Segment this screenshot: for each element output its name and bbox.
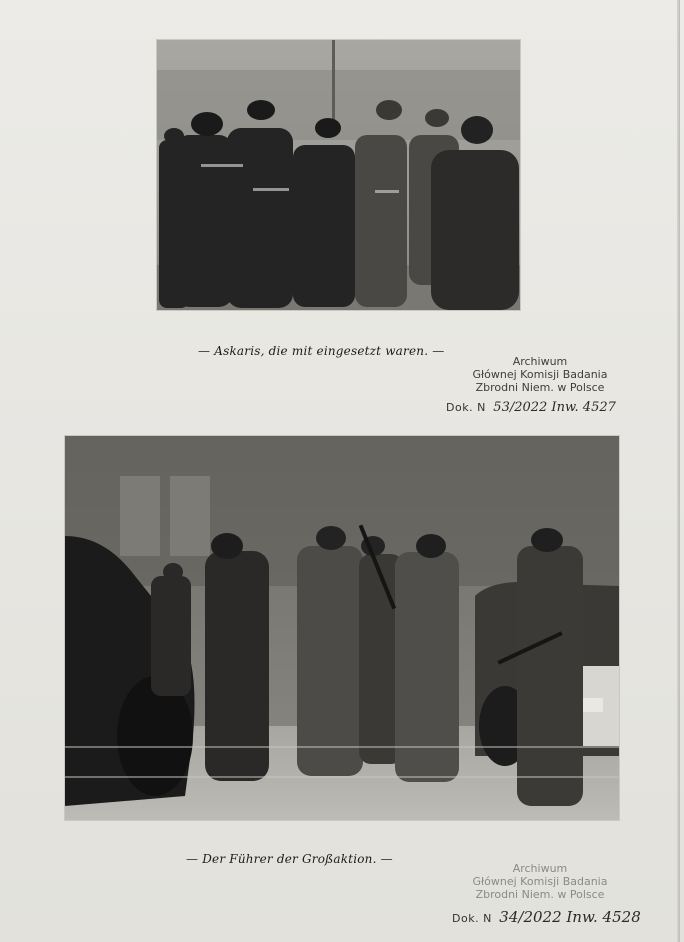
dok-label: Dok. N xyxy=(446,401,486,414)
bottom-caption: — Der Führer der Großaktion. — xyxy=(186,852,393,866)
stamp-line-crimes: Zbrodni Niem. w Polsce xyxy=(475,381,605,394)
archive-stamp-top xyxy=(440,355,640,394)
stamp-line-archive: Archiwum xyxy=(512,862,568,875)
stamp-line-archive: Archiwum xyxy=(512,355,568,368)
dok-number: 53/2022 Inw. 4527 xyxy=(493,400,616,415)
stamp-line-crimes: Zbrodni Niem. w Polsce xyxy=(475,888,605,901)
top-caption: — Askaris, die mit eingesetzt waren. — xyxy=(198,344,445,358)
dok-number: 34/2022 Inw. 4528 xyxy=(499,908,641,926)
document-number-top xyxy=(446,400,616,415)
stamp-line-commission: Głównej Komisji Badania xyxy=(472,875,608,888)
stamp-line-commission: Głównej Komisji Badania xyxy=(472,368,608,381)
document-number-bottom xyxy=(452,908,641,926)
archive-stamp-bottom xyxy=(440,862,640,901)
page-edge xyxy=(677,0,680,942)
top-photo xyxy=(157,40,520,310)
bottom-photo xyxy=(65,436,619,820)
dok-label: Dok. N xyxy=(452,912,492,925)
